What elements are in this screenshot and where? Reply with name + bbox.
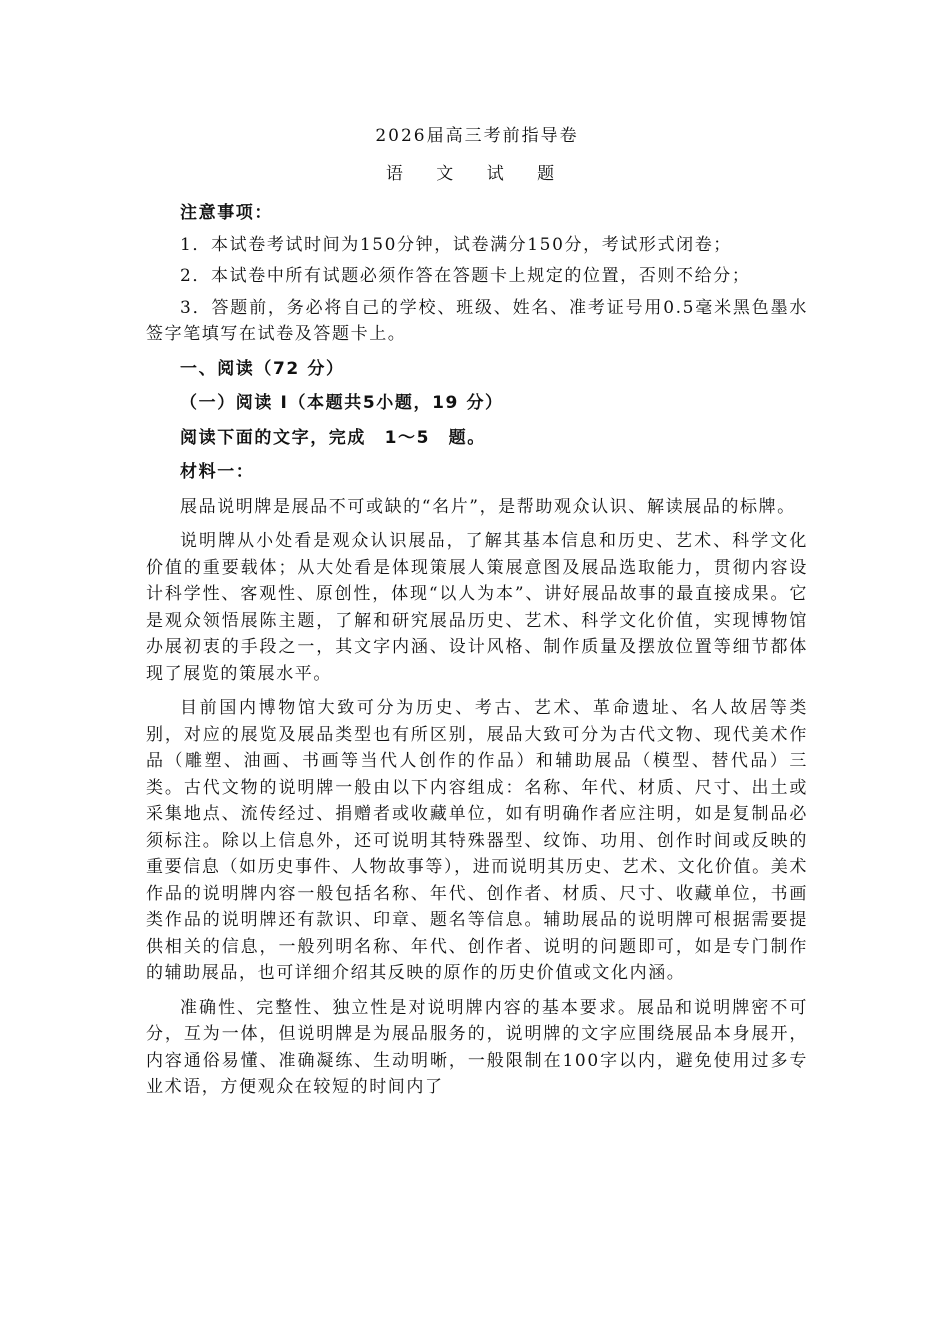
exam-page [146, 124, 808, 1101]
notice-item-1: 1．本试卷考试时间为150分钟，试卷满分150分，考试形式闭卷； [180, 234, 732, 255]
body-paragraph-2: 说明牌从小处看是观众认识展品，了解其基本信息和历史、艺术、科学文化价值的重要载体；从大处看是体现策展人策展意图及展品选取能力，贯彻内容设计科学性、客观性、原创性，体现“以人为本”、讲好展品故事的最直接成果。它是观众领悟展陈主题，了解和研究展品历史、艺术、科学文化价值，实现博物馆办展初衷的手段之一，其文字内涵、设计风格、制作质量及摆放位置等细节都体现了展览的策展水平。 [146, 531, 808, 684]
exam-title: 2026届高三考前指导卷 [375, 126, 579, 146]
section-heading: 一、阅读（72 分） [180, 358, 345, 379]
notice-item-2: 2．本试卷中所有试题必须作答在答题卡上规定的位置，否则不给分； [180, 266, 751, 286]
body-paragraph-1: 展品说明牌是展品不可或缺的“名片”，是帮助观众认识、解读展品的标牌。 [180, 496, 796, 517]
section-subheading: （一）阅读 I（本题共5小题，19 分） [180, 393, 504, 413]
body-paragraph-4: 准确性、完整性、独立性是对说明牌内容的基本要求。展品和说明牌密不可分，互为一体，但说明牌是为展品服务的，说明牌的文字应围绕展品本身展开，内容通俗易懂、准确凝练、生动明晰，一般限制在100字以内，避免使用过多专业术语，方便观众在较短的时间内了 [146, 997, 808, 1097]
notice-heading: 注意事项： [180, 203, 273, 223]
body-paragraph-3: 目前国内博物馆大致可分为历史、考古、艺术、革命遗址、名人故居等类别，对应的展览及展品类型也有所区别，展品大致可分为古代文物、现代美术作品（雕塑、油画、书画等当代人创作的作品）和辅助展品（模型、替代品）三类。古代文物的说明牌一般由以下内容组成：名称、年代、材质、尺寸、出土或采集地点、流传经过、捐赠者或收藏单位，如有明确作者应注明，如是复制品必须标注。除以上信息外，还可说明其特殊器型、纹饰、功用、创作时间或反映的重要信息（如历史事件、人物故事等），进而说明其历史、艺术、文化价值。美术作品的说明牌内容一般包括名称、年代、创作者、材质、尺寸、收藏单位，书画类作品的说明牌还有款识、印章、题名等信息。辅助展品的说明牌可根据需要提供相关的信息，一般列明名称、年代、创作者、说明的问题即可，如是专门制作的辅助展品，也可详细介绍其反映的原作的历史价值或文化内涵。 [146, 698, 808, 983]
material-label: 材料一： [180, 462, 255, 482]
section-instruction: 阅读下面的文字，完成 1～5 题。 [180, 427, 486, 448]
notice-item-3: 3．答题前，务必将自己的学校、班级、姓名、准考证号用0.5毫米黑色墨水签字笔填写在试卷及答题卡上。 [146, 297, 808, 344]
exam-subject: 语 文 试 题 [385, 164, 569, 184]
